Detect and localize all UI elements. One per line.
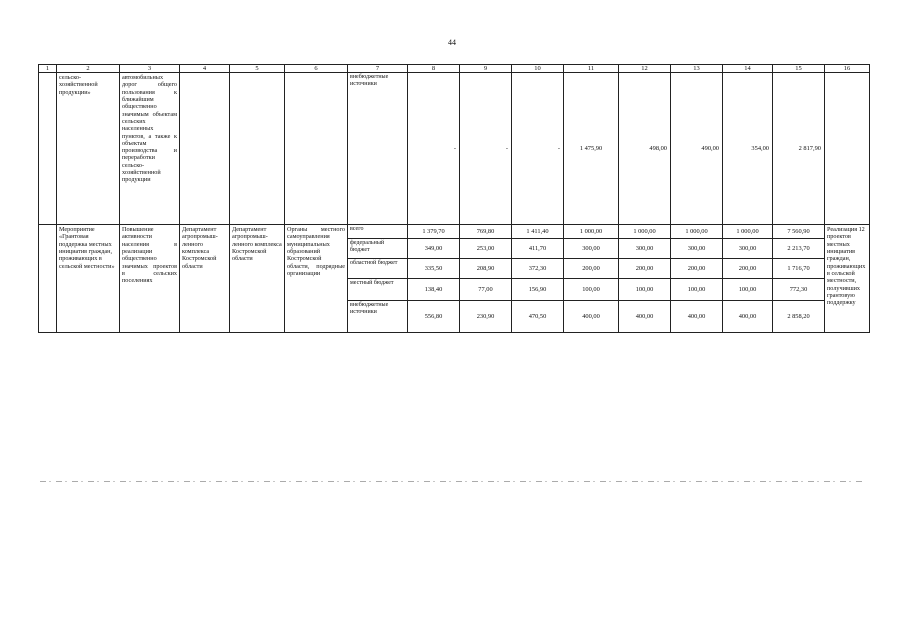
value-cell: 100,00: [671, 279, 723, 301]
value-cell: -: [408, 73, 460, 225]
value-cell: 1 475,90: [564, 73, 619, 225]
funding-source-cell: внебюджетные источники: [348, 301, 408, 333]
value-cell: 138,40: [408, 279, 460, 301]
value-cell: 77,00: [460, 279, 512, 301]
value-cell: 349,00: [408, 239, 460, 259]
value-cell: 1 000,00: [619, 225, 671, 239]
funding-source-cell: федеральный бюджет: [348, 239, 408, 259]
value-cell: 400,00: [671, 301, 723, 333]
result-cell: [825, 73, 870, 225]
column-header: 6: [285, 65, 348, 73]
value-cell: 490,00: [671, 73, 723, 225]
column-header: 15: [773, 65, 825, 73]
value-cell: 400,00: [564, 301, 619, 333]
column-header: 11: [564, 65, 619, 73]
column-number-row: [39, 65, 870, 73]
value-cell: 7 560,90: [773, 225, 825, 239]
column-header: 12: [619, 65, 671, 73]
value-cell: 1 000,00: [564, 225, 619, 239]
value-cell: -: [512, 73, 564, 225]
value-cell: 200,00: [564, 259, 619, 279]
value-cell: 400,00: [619, 301, 671, 333]
value-cell: 1 000,00: [723, 225, 773, 239]
value-cell: 100,00: [564, 279, 619, 301]
value-cell: 1 716,70: [773, 259, 825, 279]
value-cell: 1 000,00: [671, 225, 723, 239]
value-cell: 230,90: [460, 301, 512, 333]
column-header: 3: [120, 65, 180, 73]
value-cell: 498,00: [619, 73, 671, 225]
activity-name-cell: Мероприятие «Грантовая поддержка местных инициатив граждан, проживающих в сельской местности»: [57, 225, 120, 333]
table-row: [39, 73, 870, 225]
value-cell: 470,50: [512, 301, 564, 333]
column-header: 13: [671, 65, 723, 73]
value-cell: 400,00: [723, 301, 773, 333]
value-cell: 372,30: [512, 259, 564, 279]
value-cell: 208,90: [460, 259, 512, 279]
value-cell: 2 213,70: [773, 239, 825, 259]
row-number-cell: [39, 225, 57, 333]
value-cell: 100,00: [723, 279, 773, 301]
value-cell: 156,90: [512, 279, 564, 301]
scan-artifact-line: [40, 481, 865, 482]
value-cell: 200,00: [723, 259, 773, 279]
column-header: 1: [39, 65, 57, 73]
value-cell: 253,00: [460, 239, 512, 259]
participants-cell: [285, 73, 348, 225]
funding-source-cell: областной бюджет: [348, 259, 408, 279]
value-cell: 300,00: [564, 239, 619, 259]
value-cell: 100,00: [619, 279, 671, 301]
value-cell: 200,00: [619, 259, 671, 279]
value-cell: 2 858,20: [773, 301, 825, 333]
indicator-cell: автомобильных дорог общего пользования к ближайшим общественно значимым объектам сельских населенных пунктов, а также к объектам производства и переработки сельско-хозяйственной продукции: [120, 73, 180, 225]
column-header: 9: [460, 65, 512, 73]
coexecutor-cell: Департамент агропромыш-ленного комплекса Костромской области: [230, 225, 285, 333]
value-cell: 300,00: [723, 239, 773, 259]
indicator-cell: Повышение активности населения в реализации общественно значимых проектов в сельских поселениях: [120, 225, 180, 333]
column-header: 7: [348, 65, 408, 73]
page-number: 44: [448, 38, 456, 47]
column-header: 10: [512, 65, 564, 73]
value-cell: -: [460, 73, 512, 225]
value-cell: 354,00: [723, 73, 773, 225]
funding-source-cell: внебюджетные источники: [348, 73, 408, 225]
funding-source-cell: всего: [348, 225, 408, 239]
responsible-cell: Департамент агропромыш-ленного комплекса Костромской области: [180, 225, 230, 333]
value-cell: 772,30: [773, 279, 825, 301]
value-cell: 300,00: [619, 239, 671, 259]
value-cell: 2 817,90: [773, 73, 825, 225]
column-header: 8: [408, 65, 460, 73]
column-header: 14: [723, 65, 773, 73]
value-cell: 1 379,70: [408, 225, 460, 239]
responsible-cell: [180, 73, 230, 225]
column-header: 4: [180, 65, 230, 73]
value-cell: 769,80: [460, 225, 512, 239]
value-cell: 556,80: [408, 301, 460, 333]
value-cell: 411,70: [512, 239, 564, 259]
row-number-cell: [39, 73, 57, 225]
column-header: 16: [825, 65, 870, 73]
table-row: [39, 225, 870, 239]
value-cell: 335,50: [408, 259, 460, 279]
activity-name-cell: сельско-хозяйственной продукции»: [57, 73, 120, 225]
column-header: 5: [230, 65, 285, 73]
participants-cell: Органы местного самоуправления муниципальных образований Костромской области, подрядные организации: [285, 225, 348, 333]
result-cell: Реализация 12 проектов местных инициатив граждан, проживающих в сельской местности, получивших грантовую поддержку: [825, 225, 870, 333]
value-cell: 300,00: [671, 239, 723, 259]
program-table: [38, 64, 870, 333]
value-cell: 1 411,40: [512, 225, 564, 239]
value-cell: 200,00: [671, 259, 723, 279]
funding-source-cell: местный бюджет: [348, 279, 408, 301]
column-header: 2: [57, 65, 120, 73]
coexecutor-cell: [230, 73, 285, 225]
